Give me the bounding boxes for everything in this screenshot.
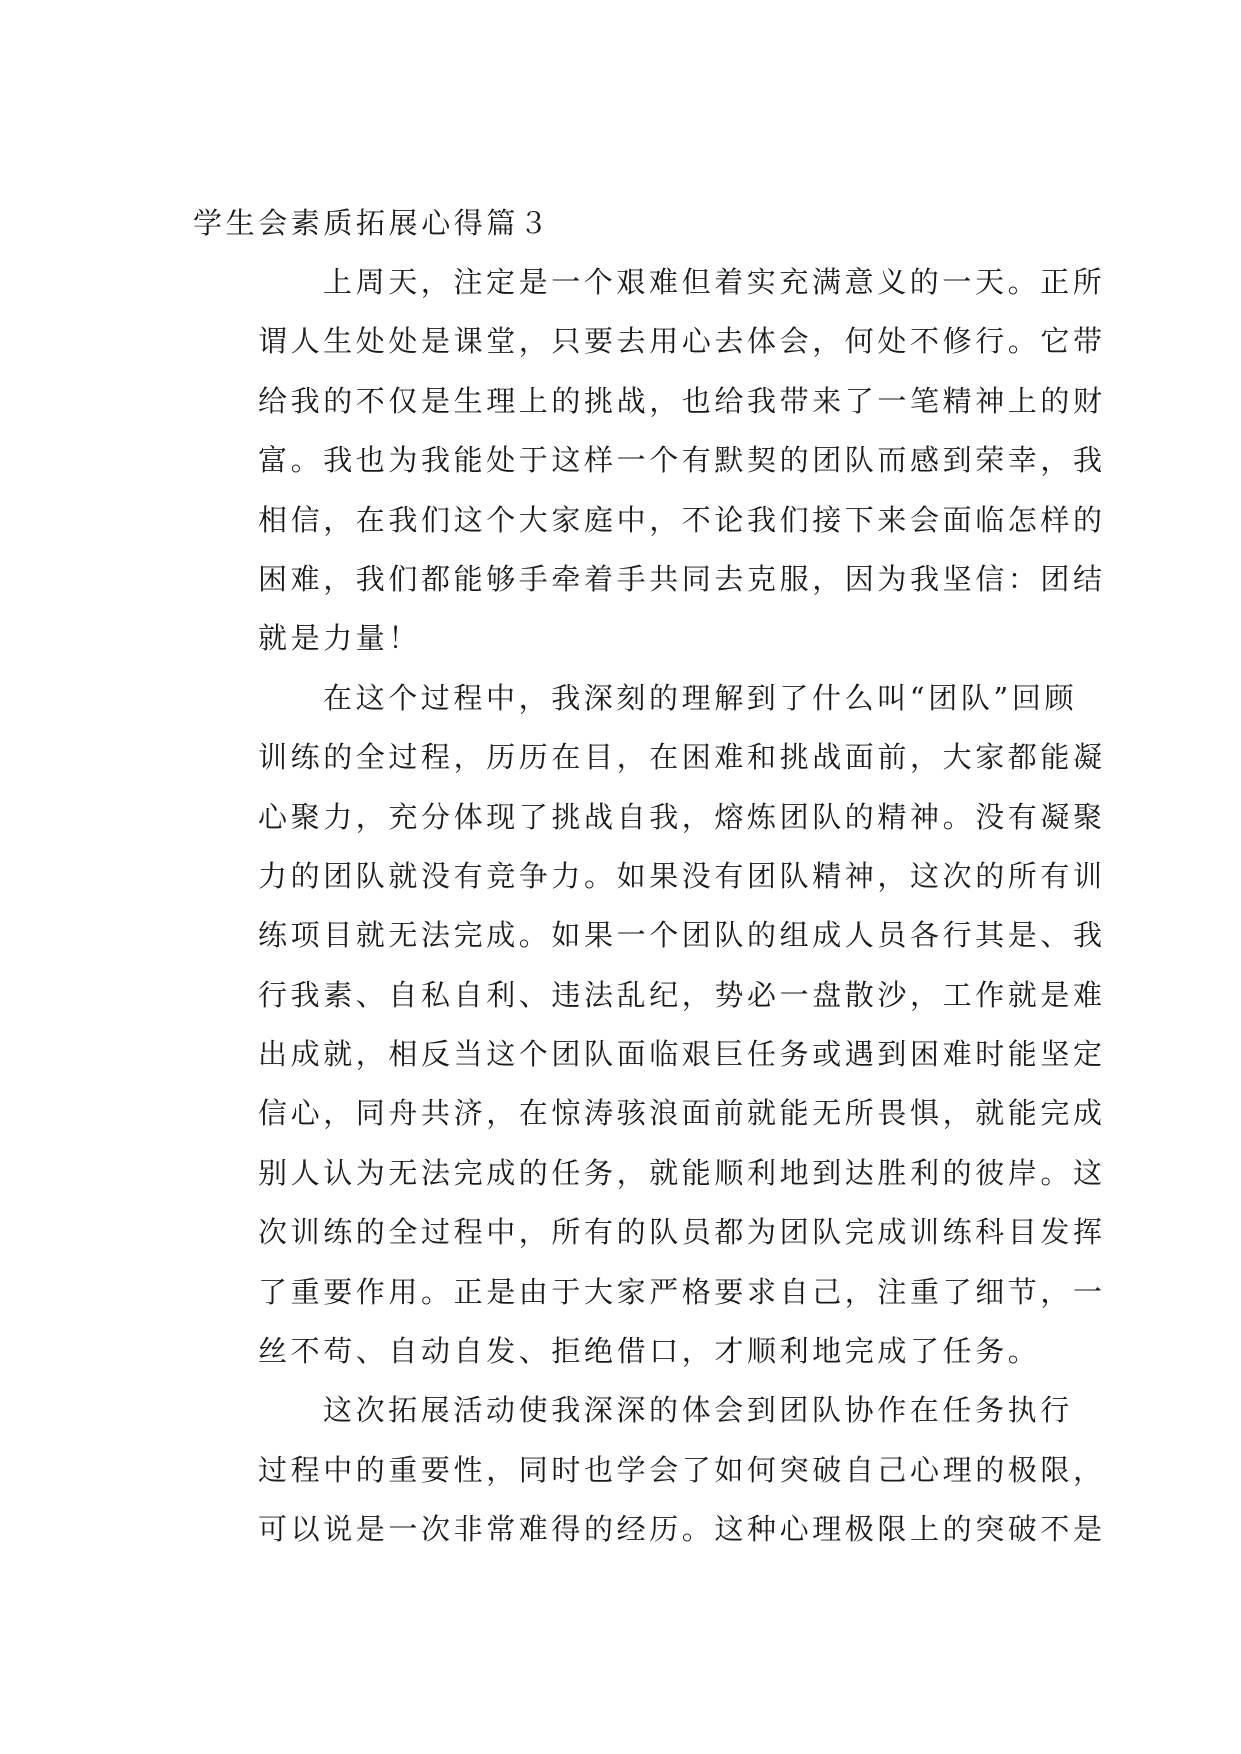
text-line: 困难，我们都能够手牵着手共同去克服，因为我坚信：团结 [258, 561, 1106, 596]
text-line: 力的团队就没有竞争力。如果没有团队精神，这次的所有训 [258, 858, 1106, 893]
text-line: 可以说是一次非常难得的经历。这种心理极限上的突破不是 [258, 1512, 1106, 1547]
document-title: 学生会素质拓展心得篇３ [193, 206, 552, 240]
document-body [193, 194, 1106, 1560]
text-line: 就是力量！ [258, 621, 422, 656]
text-line: 这次拓展活动使我深深的体会到团队协作在任务执行 [323, 1393, 1073, 1428]
text-line: 出成就，相反当这个团队面临艰巨任务或遇到困难时能坚定 [258, 1037, 1106, 1072]
text-line: 心聚力，充分体现了挑战自我，熔炼团队的精神。没有凝聚 [258, 799, 1106, 834]
text-line: 别人认为无法完成的任务，就能顺利地到达胜利的彼岸。这 [258, 1155, 1106, 1190]
paragraph-2 [193, 669, 1106, 1382]
text-line: 了重要作用。正是由于大家严格要求自己，注重了细节，一 [258, 1274, 1106, 1309]
text-line: 过程中的重要性，同时也学会了如何突破自己心理的极限， [258, 1452, 1106, 1487]
text-line: 信心，同舟共济，在惊涛骇浪面前就能无所畏惧，就能完成 [258, 1096, 1106, 1131]
text-line: 在这个过程中，我深刻的理解到了什么叫“团队”回顾 [323, 680, 1078, 715]
text-line: 次训练的全过程中，所有的队员都为团队完成训练科目发挥 [258, 1215, 1106, 1250]
text-line: 富。我也为我能处于这样一个有默契的团队而感到荣幸，我 [258, 443, 1106, 478]
paragraph-1 [193, 253, 1106, 669]
text-line: 丝不苟、自动自发、拒绝借口，才顺利地完成了任务。 [258, 1334, 1041, 1369]
text-line: 上周天，注定是一个艰难但着实充满意义的一天。正所 [323, 265, 1106, 299]
text-line: 给我的不仅是生理上的挑战，也给我带来了一笔精神上的财 [258, 383, 1106, 418]
text-line: 相信，在我们这个大家庭中，不论我们接下来会面临怎样的 [258, 502, 1106, 537]
text-line: 谓人生处处是课堂，只要去用心去体会，何处不修行。它带 [258, 324, 1106, 359]
text-line: 行我素、自私自利、违法乱纪，势必一盘散沙，工作就是难 [258, 977, 1106, 1012]
text-line: 训练的全过程，历历在目，在困难和挑战面前，大家都能凝 [258, 740, 1106, 775]
paragraph-3 [193, 1381, 1106, 1559]
text-line: 练项目就无法完成。如果一个团队的组成人员各行其是、我 [258, 918, 1106, 953]
